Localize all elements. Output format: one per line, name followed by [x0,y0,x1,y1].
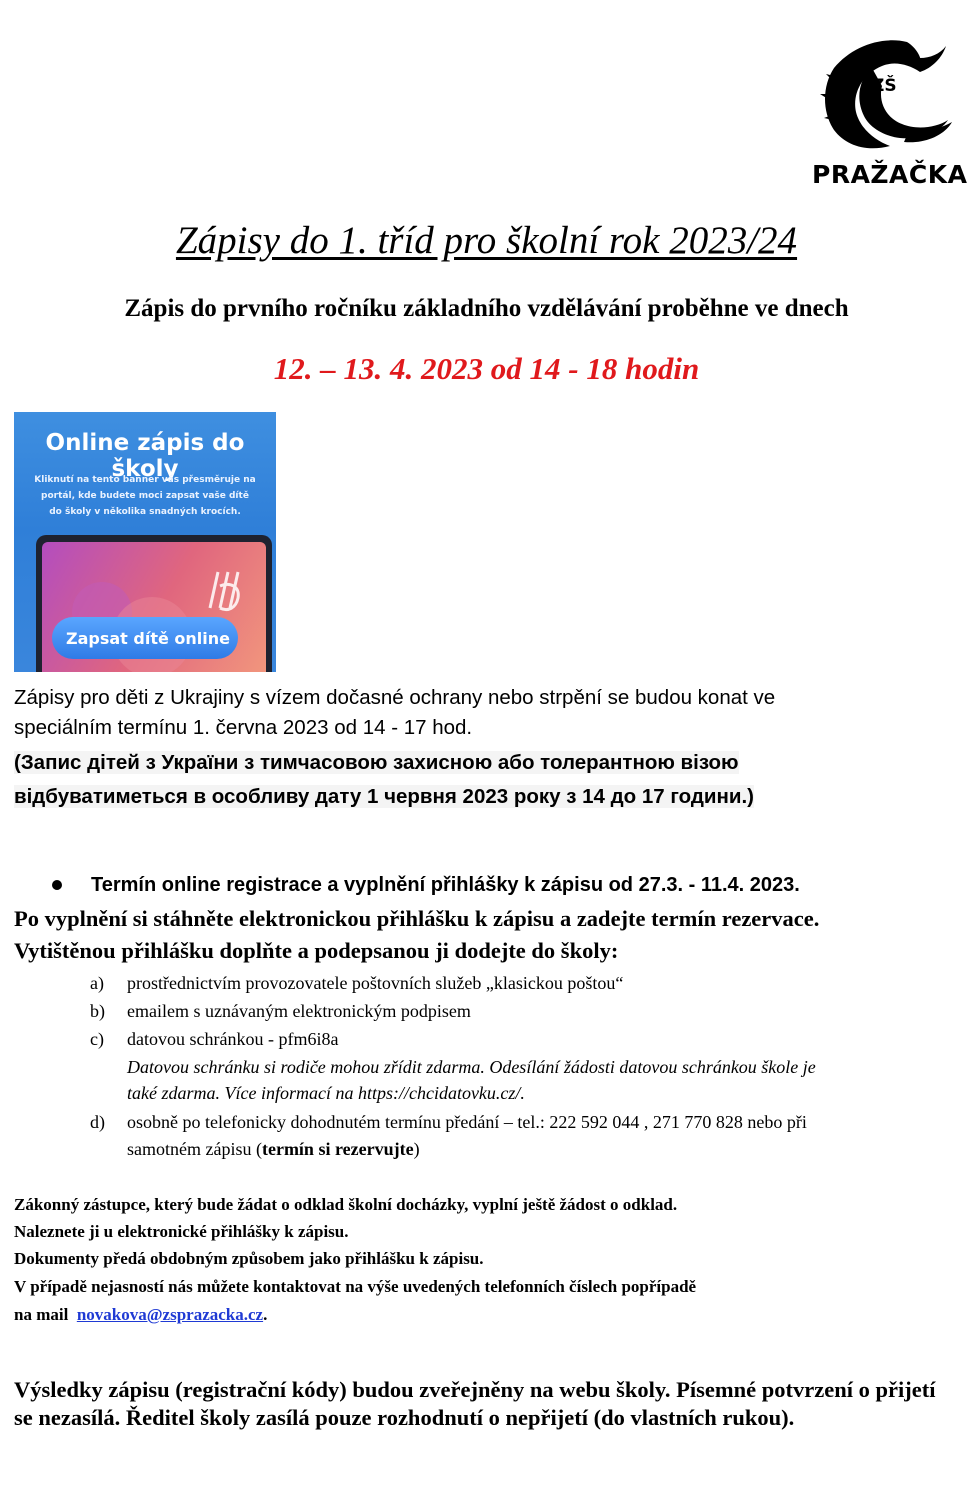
option-d-letter: d) [90,1112,105,1132]
legal-line5-post: . [263,1305,268,1324]
legal-line5-pre: na mail [14,1305,69,1324]
option-a-text: prostřednictvím provozovatele poštovních služeb „klasickou poštou“ [127,973,624,993]
submission-instructions: Vytištěnou přihlášku doplňte a podepsanou ji dodejte do školy: [14,938,619,963]
online-enrollment-banner[interactable] [14,412,276,672]
option-a-letter: a) [90,973,104,993]
page-title: Zápisy do 1. tříd pro školní rok 2023/24 [175,219,798,262]
option-c-text: datovou schránkou - pfm6i8a [127,1029,339,1049]
option-d-post: ) [413,1139,420,1159]
logo-initials: ZŠ [872,76,897,96]
option-d-pre: samotném zápisu ( [127,1139,262,1159]
option-c-letter: c) [90,1029,104,1049]
option-b-text: emailem s uznávaným elektronickým podpisem [127,1001,471,1021]
bullet-icon [52,880,62,890]
legal-line1: Zákonný zástupce, který bude žádat o odklad školní docházky, vyplní ještě žádost o odklad. [14,1195,678,1214]
email-link[interactable]: novakova@zsprazacka.cz [76,1305,264,1324]
results-info: Výsledky zápisu (registrační kódy) budou zveřejněny na webu školy. Písemné potvrzení o přijetí se nezasílá. Ředitel školy zasílá pouze rozhodnutí o nepřijetí (do vlastních rukou). [14,1377,936,1430]
school-logo [812,28,968,193]
legal-line3: Dokumenty předá obdobným způsobem jako přihlášku k zápisu. [14,1249,484,1268]
ukrainian-line2: відбуватиметься в особливу дату 1 червня 2023 року з 14 до 17 години.) [14,785,754,808]
enroll-online-button[interactable]: Zapsat dítě online [52,617,238,659]
ukraine-info-line2: speciálním termínu 1. června 2023 od 14 - 17 hod. [14,716,473,739]
subtitle: Zápis do prvního ročníku základního vzdělávání proběhne ve dnech [124,295,849,322]
enrollment-dates: 12. – 13. 4. 2023 od 14 - 18 hodin [273,351,700,386]
legal-line5 [14,1305,267,1325]
option-d-bold: termín si rezervujte [261,1139,414,1159]
ukraine-info-line1: Zápisy pro děti z Ukrajiny s vízem dočasné ochrany nebo strpění se budou konat ve [14,686,776,709]
legal-line4: V případě nejasností nás můžete kontaktovat na výše uvedených telefonních číslech popřípadě [14,1277,697,1296]
registration-period: Termín online registrace a vyplnění přihlášky k zápisu od 27.3. - 11.4. 2023. [91,874,800,896]
option-c-note-line1: Datovou schránku si rodiče mohou zřídit zdarma. Odesílání žádosti datovou schránkou škole je [127,1057,816,1077]
download-instructions: Po vyplnění si stáhněte elektronickou přihlášku k zápisu a zadejte termín rezervace. [14,906,820,931]
ukrainian-line1: (Запис дітей з України з тимчасовою захисною або толерантною візою [14,751,739,774]
logo-name: PRAŽAČKA [812,160,968,189]
banner-title: Online zápis do školy [45,430,245,482]
option-d-text-line2 [127,1136,947,1163]
legal-line2: Naleznete ji u elektronické přihlášky k zápisu. [14,1222,349,1241]
option-b-letter: b) [90,1001,105,1021]
option-d-text: osobně po telefonicky dohodnutém termínu předání – tel.: 222 592 044 , 271 770 828 nebo při [127,1112,807,1132]
banner-description: Kliknutí na tento banner vás přesměruje na portál, kde budete moci zapsat vaše dítě do školy v několika snadných krocích. [34,475,256,517]
option-c-note-line2: také zdarma. Více informací na https://chcidatovku.cz/. [127,1083,525,1103]
ukraine-info-ukrainian [14,746,844,814]
